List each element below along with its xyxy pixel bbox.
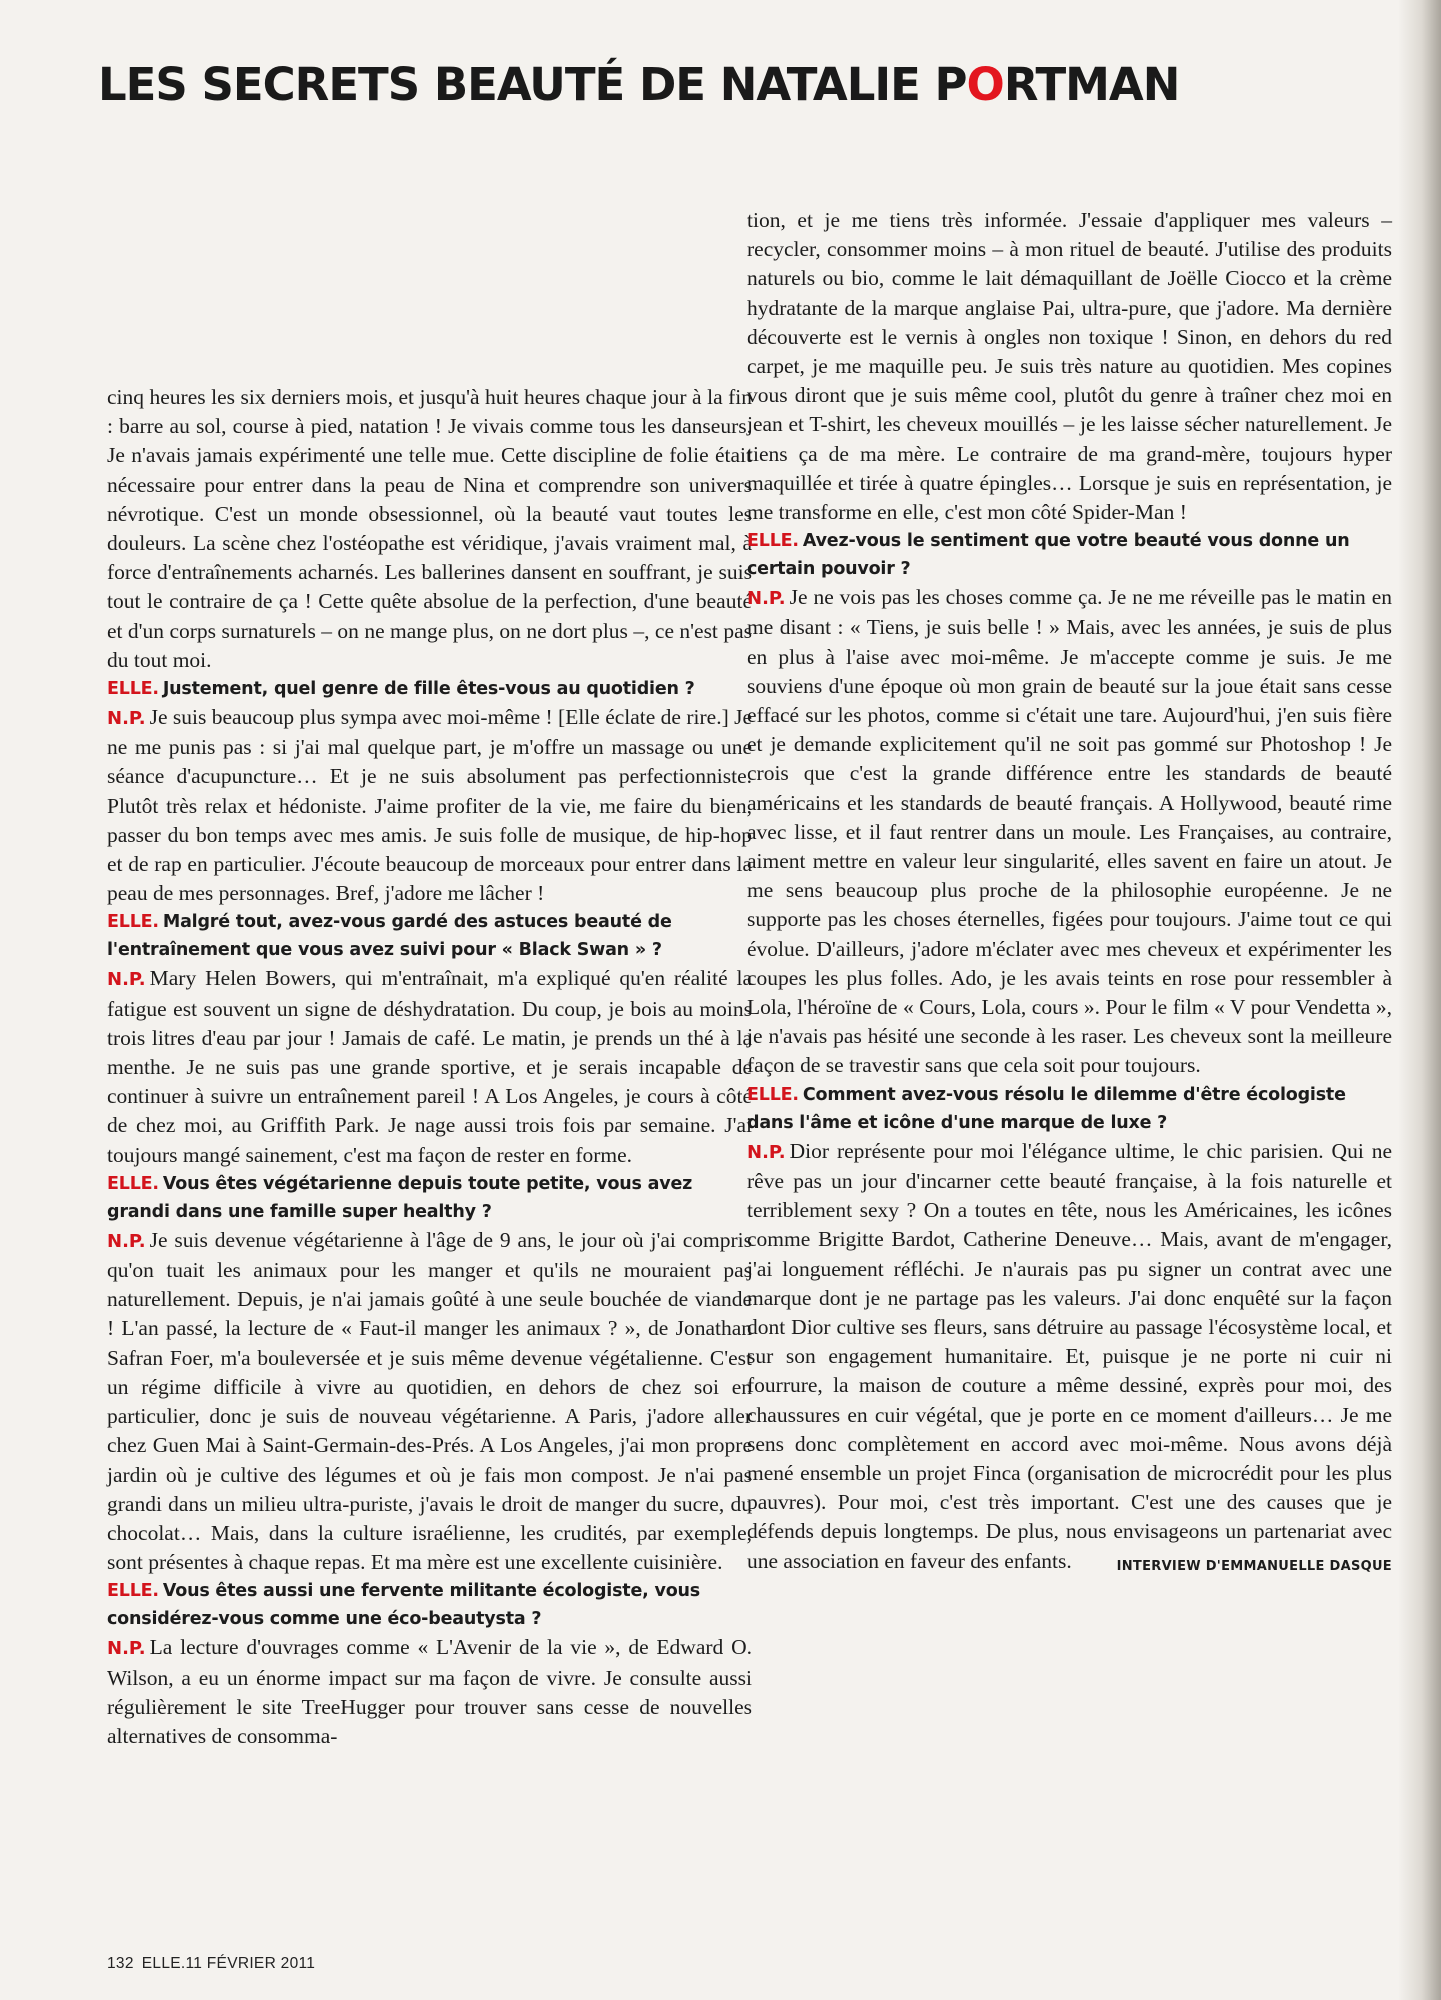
answer-text: Je suis beaucoup plus sympa avec moi-même ! [Elle éclate de rire.] Je ne me punis pas : si j'ai mal quelque part, je m'offre un massage ou une séance d'acupuncture… Et je ne suis absolument pas perfectionniste. Plutôt très relax et hédoniste. J'aime profiter de la vie, me faire du bien, passer du bon temps avec mes amis. Je suis folle de musique, de hip-hop et de rap en particulier. J'écoute beaucoup de morceaux pour entrer dans la peau de mes personnages. Bref, j'adore me lâcher ! [107,705,753,906]
interviewee-label: N.P. [107,708,146,730]
answer [107,1226,752,1577]
interviewer-label: ELLE. [107,912,159,933]
answer-continued: tion, et je me tiens très informée. J'essaie d'appliquer mes valeurs – recycler, consommer moins – à mon rituel de beauté. J'utilise des produits naturels ou bio, comme le lait démaquillant de Joëlle Ciocco et la crème hydratante de la marque anglaise Pai, ultra-pure, que j'adore. Ma dernière découverte est le vernis à ongles non toxique ! Sinon, en dehors du red carpet, je me maquille peu. Je suis très nature au quotidien. Mes copines vous diront que je suis même cool, plutôt du genre à traîner chez moi en jean et T-shirt, les cheveux mouillés – je les laisse sécher naturellement. Je tiens ça de ma mère. Le contraire de ma grand-mère, toujours hyper maquillée et tirée à quatre épingles… Lorsque je suis en représentation, je me transforme en elle, c'est mon côté Spider-Man ! [747,208,1392,525]
question [107,908,752,964]
page-number: 132 [107,1955,134,1972]
question-text: Vous êtes aussi une fervente militante écologiste, vous considérez-vous comme une éco-beautysta ? [107,1581,700,1630]
interviewee-label: N.P. [107,1230,146,1252]
answer-text: Mary Helen Bowers, qui m'entraînait, m'a expliqué qu'en réalité la fatigue est souvent un signe de déshydratation. Du coup, je bois au moins trois litres d'eau par jour ! Jamais de café. Le matin, je prends un thé à la menthe. Je ne suis pas une grande sportive, et je serais incapable de continuer à suivre un entraînement pareil ! A Los Angeles, je cours à côté de chez moi, au Griffith Park. Je nage aussi trois fois par semaine. J'ai toujours mangé sainement, c'est ma façon de rester en forme. [107,966,752,1167]
answer-text: Dior représente pour moi l'élégance ultime, le chic parisien. Qui ne rêve pas un jour d'incarner cette beauté française, à la fois naturelle et terriblement sexy ? On a toutes en tête, nous les Américaines, les icônes comme Brigitte Bardot, Catherine Deneuve… Mais, avant de m'engager, j'ai longuement réfléchi. Je n'aurais pas pu signer un contrat avec une marque dont je ne partage pas les valeurs. J'ai donc enquêté sur la façon dont Dior cultive ses fleurs, sans détruire au passage l'écosystème local, et sur son engagement humanitaire. Et, puisque je ne porte ni cuir ni fourrure, la maison de couture a même dessiné, exprès pour moi, des chaussures en cuir végétal, que je porte en ce moment d'ailleurs… Je me sens donc complètement en accord avec moi-même. Nous avons déjà mené ensemble un projet Finca (organisation de microcrédit pour les plus pauvres). Pour moi, c'est très important. C'est une des causes que je défends depuis longtemps. De plus, nous envisageons un partenariat avec une association en faveur des enfants. [747,1138,1392,1573]
article-column-right [747,206,1392,1581]
article-column-left [107,383,752,1751]
interviewee-label: N.P. [107,969,146,991]
question [107,675,752,703]
interviewer-label: ELLE. [747,531,799,552]
page-binding-shadow [1398,0,1441,2000]
question [747,1081,1392,1137]
question-text: Comment avez-vous résolu le dilemme d'être écologiste dans l'âme et icône d'une marque de luxe ? [747,1084,1346,1133]
answer-continued: cinq heures les six derniers mois, et jusqu'à huit heures chaque jour à la fin : barre au sol, course à pied, natation ! Je vivais comme tous les danseurs. Je n'avais jamais expérimenté une telle mue. Cette discipline de folie était nécessaire pour entrer dans la peau de Nina et comprendre son univers névrotique. C'est un monde obsessionnel, où la beauté vaut toutes les douleurs. La scène chez l'ostéopathe est véridique, j'avais vraiment mal, à force d'entraînements acharnés. Les ballerines dansent en souffrant, je suis tout le contraire de ça ! Cette quête absolue de la perfection, d'une beauté et d'un corps surnaturels – on ne mange plus, on ne dort plus –, ce n'est pas du tout moi. [107,385,752,672]
question-text: Avez-vous le sentiment que votre beauté vous donne un certain pouvoir ? [747,531,1350,580]
interviewee-label: N.P. [747,1141,786,1163]
answer-text: La lecture d'ouvrages comme « L'Avenir de la vie », de Edward O. Wilson, a eu un énorme impact sur ma façon de vivre. Je consulte aussi régulièrement le site TreeHugger pour trouver sans cesse de nouvelles alternatives de consomma- [107,1635,752,1748]
interview-credit: INTERVIEW D'EMMANUELLE DASQUE [1116,1558,1392,1574]
interviewer-label: ELLE. [107,1173,159,1194]
title-prefix: LES SECRETS BEAUTÉ DE NATALIE P [98,58,967,111]
answer-text: Je suis devenue végétarienne à l'âge de 9 ans, le jour où j'ai compris qu'on tuait les animaux pour les manger et qu'ils ne mouraient pas naturellement. Depuis, je n'ai jamais goûté à une seule bouchée de viande ! L'an passé, la lecture de « Faut-il manger les animaux ? », de Jonathan Safran Foer, m'a bouleversée et je suis même devenue végétalienne. C'est un régime difficile à vivre au quotidien, en dehors de chez soi en particulier, donc je suis de nouveau végétarienne. A Paris, j'adore aller chez Guen Mai à Saint-Germain-des-Prés. A Los Angeles, j'ai mon propre jardin où je cultive des légumes et où je fais mon compost. Je n'ai pas grandi dans un milieu ultra-puriste, j'avais le droit de manger du sucre, du chocolat… Mais, dans la culture israélienne, les crudités, par exemple, sont présentes à chaque repas. Et ma mère est une excellente cuisinière. [107,1227,752,1575]
answer [107,964,752,1169]
question-text: Justement, quel genre de fille êtes-vous au quotidien ? [162,679,695,700]
title-red-letter: O [966,58,1004,111]
question [747,527,1392,583]
title-suffix: RTMAN [1003,58,1180,111]
interviewer-label: ELLE. [107,1581,159,1602]
interviewer-label: ELLE. [107,679,159,700]
question [107,1170,752,1226]
question-text: Vous êtes végétarienne depuis toute petite, vous avez grandi dans une famille super healthy ? [107,1173,693,1222]
article-title [98,58,1180,111]
interviewer-label: ELLE. [747,1084,799,1105]
answer [747,1137,1392,1576]
publication-date: ELLE.11 FÉVRIER 2011 [141,1955,316,1972]
question [107,1577,752,1633]
answer-text: Je ne vois pas les choses comme ça. Je ne me réveille pas le matin en me disant : « Tiens, je suis belle ! » Mais, avec les années, je suis de plus en plus à l'aise avec moi-même. Je m'accepte comme je suis. Je me souviens d'une époque où mon grain de beauté sur la joue était sans cesse effacé sur les photos, comme si c'était une tare. Aujourd'hui, j'en suis fière et je demande explicitement qu'il ne soit pas gommé sur Photoshop ! Je crois que c'est la grande différence entre les standards de beauté américains et les standards de beauté français. A Hollywood, beauté rime avec lisse, et il faut rentrer dans un moule. Les Françaises, au contraire, aiment mettre en valeur leur singularité, elles savent en faire un atout. Je me sens beaucoup plus proche de la philosophie européenne. Je ne supporte pas les choses éternelles, figées pour toujours. J'aime tout ce qui évolue. D'ailleurs, j'adore m'éclater avec mes cheveux et expérimenter les coupes les plus folles. Ado, je les avais teints en rose pour ressembler à Lola, l'héroïne de « Cours, Lola, cours ». Pour le film « V pour Vendetta », je n'avais pas hésité une seconde à les raser. Les cheveux sont la meilleure façon de se travestir sans que cela soit pour toujours. [747,585,1392,1078]
page-footer [107,1955,323,1973]
answer [107,703,752,908]
answer [107,1633,752,1751]
question-text: Malgré tout, avez-vous gardé des astuces beauté de l'entraînement que vous avez suivi pour « Black Swan » ? [107,912,672,961]
interviewee-label: N.P. [747,588,786,610]
answer [747,583,1392,1080]
interviewee-label: N.P. [107,1638,146,1660]
